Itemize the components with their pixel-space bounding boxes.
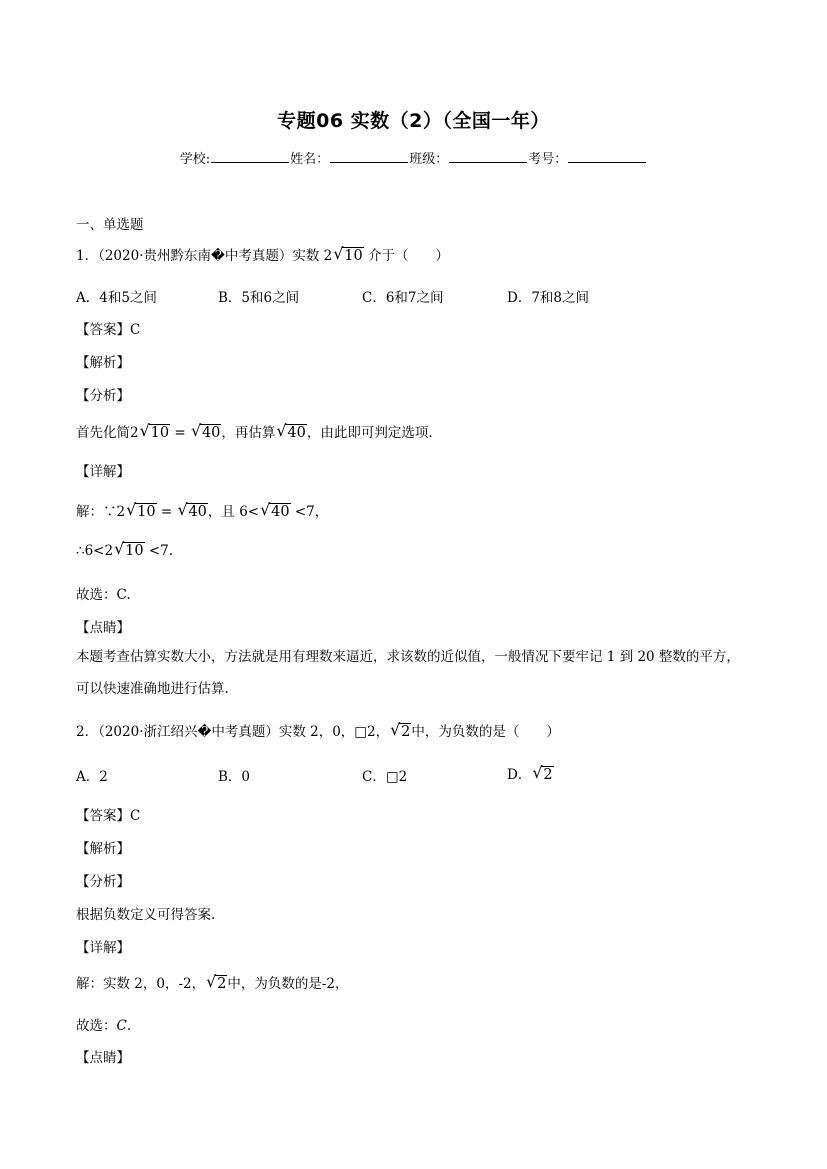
- q2-analysis: 根据负数定义可得答案.: [76, 907, 216, 923]
- class-blank: [449, 150, 527, 163]
- q1-jiexi-heading: 【解析】: [76, 355, 130, 371]
- q2-stem: [76, 720, 560, 741]
- q1-conclusion-text: ∴6<: [76, 543, 105, 559]
- q2-option-d-sqrt: [532, 763, 553, 784]
- q2-radicand: 2: [401, 724, 411, 740]
- q2-choose-letter: C: [116, 1018, 127, 1034]
- exam-number-blank: [568, 150, 646, 163]
- q1-option-d: D．7和8之间: [507, 290, 590, 306]
- radical-sign-icon: √: [126, 500, 137, 519]
- q1-analysis-sqrt40: [190, 421, 221, 442]
- q1-dianjing-heading: 【点睛】: [76, 620, 130, 636]
- q1-stem-end: 介于（ ）: [367, 248, 449, 264]
- q1-analysis-radicand10: 10: [150, 425, 170, 441]
- q1-solution-text: 解：∵: [76, 504, 117, 520]
- q2-jiexi-heading: 【解析】: [76, 841, 130, 857]
- q1-solution-sqrt10: [126, 500, 156, 521]
- q1-analysis-text2: ，再估算: [221, 425, 276, 441]
- q1-fenxi-heading: 【分析】: [76, 388, 130, 404]
- q1-analysis: [76, 421, 433, 442]
- q2-solution-radicand: 2: [217, 976, 227, 992]
- student-info-line: [0, 148, 827, 167]
- q1-analysis-sqrt10: [139, 421, 170, 442]
- q1-solution-equals: =: [160, 504, 173, 520]
- q1-option-a: A．4和5之间: [76, 290, 157, 306]
- q1-analysis-radicand40b: 40: [287, 425, 306, 441]
- q1-solution-text2: ，且 6<: [207, 504, 260, 520]
- q1-solution: [76, 500, 328, 521]
- q2-option-c: C．□2: [362, 769, 408, 785]
- q1-coefficient: 2: [323, 248, 333, 264]
- q2-dianjing-heading: 【点睛】: [76, 1050, 130, 1066]
- q1-xiangjie-heading: 【详解】: [76, 464, 130, 480]
- radical-sign-icon: √: [114, 539, 125, 558]
- q1-solution-radicand40b: 40: [271, 504, 290, 520]
- q1-solution-sqrt40b: [260, 500, 290, 521]
- q2-choose-period: .: [126, 1018, 132, 1034]
- q2-option-a: A．2: [76, 769, 108, 785]
- q2-choose-text: 故选：: [76, 1018, 117, 1034]
- q1-conclusion-sqrt10: [114, 539, 144, 560]
- q1-sqrt: [333, 244, 363, 265]
- q1-radicand: 10: [344, 248, 363, 264]
- q1-conclusion-coef: 2: [104, 543, 114, 559]
- radical-sign-icon: √: [532, 763, 543, 782]
- page-title: 专题06 实数（2）（全国一年）: [277, 110, 550, 132]
- q1-solution-radicand40: 40: [188, 504, 207, 520]
- section-heading: 一、单选题: [76, 217, 144, 233]
- q1-analysis-text3: ，由此即可判定选项.: [306, 425, 433, 441]
- q1-comment: 本题考查估算实数大小，方法就是用有理数来逼近，求该数的近似值，一般情况下要牢记 1 到 20 整数的平方，可以快速准确地进行估算.: [76, 649, 740, 697]
- q2-solution: [76, 972, 349, 993]
- q2-xiangjie-heading: 【详解】: [76, 940, 130, 956]
- q1-solution-text3: <7，: [294, 504, 329, 520]
- q1-analysis-equals: =: [174, 425, 186, 441]
- radical-sign-icon: √: [177, 500, 188, 519]
- radical-sign-icon: √: [190, 421, 202, 440]
- radical-sign-icon: √: [206, 972, 217, 991]
- q2-answer: 【答案】C: [76, 808, 141, 824]
- q2-option-d-radicand: 2: [543, 767, 553, 783]
- exam-number-label: 考号：: [528, 152, 568, 167]
- q1-solution-coef: 2: [116, 504, 126, 520]
- q1-stem-text: 1．（2020·贵州黔东南�中考真题）实数: [76, 248, 320, 264]
- radical-sign-icon: √: [139, 421, 150, 440]
- radical-sign-icon: √: [276, 421, 287, 440]
- radical-sign-icon: √: [260, 500, 271, 519]
- q2-stem-end: 中，为负数的是（ ）: [411, 724, 560, 740]
- q1-option-c: C．6和7之间: [362, 290, 444, 306]
- q1-conclusion: [76, 539, 174, 560]
- q2-stem-text: 2．（2020·浙江绍兴�中考真题）实数 2，0，□2，: [76, 724, 390, 740]
- school-blank: [211, 150, 289, 163]
- class-label: 班级：: [409, 152, 449, 167]
- q2-option-d: [507, 763, 554, 784]
- name-blank: [330, 150, 408, 163]
- radical-sign-icon: √: [390, 720, 401, 739]
- q2-sqrt: [390, 720, 411, 741]
- q2-solution-sqrt: [206, 972, 227, 993]
- q1-conclusion-text2: <7.: [148, 543, 174, 559]
- q1-option-b: B．5和6之间: [218, 290, 300, 306]
- q1-solution-radicand10: 10: [137, 504, 156, 520]
- radical-sign-icon: √: [333, 244, 344, 263]
- q1-conclusion-radicand: 10: [125, 543, 144, 559]
- name-label: 姓名：: [290, 152, 330, 167]
- q1-analysis-radicand40: 40: [201, 425, 221, 441]
- q1-analysis-coef: 2: [130, 425, 139, 441]
- q1-answer: 【答案】C: [76, 322, 141, 338]
- q1-solution-sqrt40: [177, 500, 207, 521]
- q2-choose: [76, 1014, 131, 1034]
- q2-option-b: B．0: [218, 769, 251, 785]
- q1-choose: 故选：C.: [76, 587, 131, 603]
- q1-analysis-sqrt40b: [276, 421, 306, 442]
- q2-fenxi-heading: 【分析】: [76, 874, 130, 890]
- q1-stem: [76, 244, 449, 265]
- school-label: 学校:: [179, 152, 211, 167]
- q2-solution-text2: 中，为负数的是-2，: [227, 976, 349, 992]
- q2-option-d-label: D．: [507, 767, 532, 783]
- q1-analysis-text: 首先化简: [76, 425, 130, 441]
- q2-solution-text: 解：实数 2，0，-2，: [76, 976, 206, 992]
